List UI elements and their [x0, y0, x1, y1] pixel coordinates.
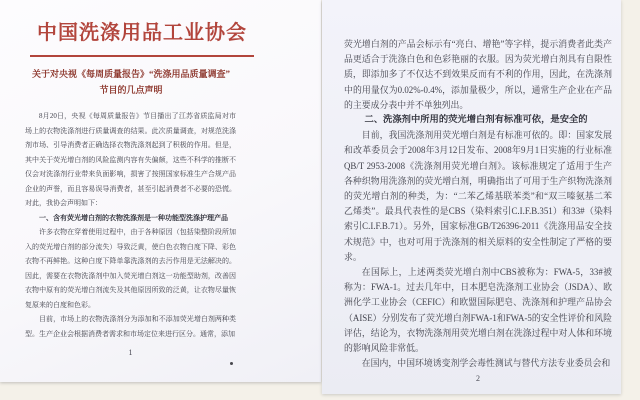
- page1-body: [25, 109, 236, 341]
- page2-paragraph-continuation: 荧光增白剂的产品会标示有“亮白、增艳”等字样，提示消费者此类产品更适合于洗涤白色和色彩艳丽的衣服。因为荧光增白剂具有自限性质，即添加多了不仅达不到效果反而有不利的作用，因此，在洗涤剂中的用量仅为0.02%-0.4%，添加量极少，所以，通常生产企业在产品的主要成分表中并不单独列出。: [344, 39, 612, 110]
- letterhead-divider-line: [30, 55, 254, 57]
- association-letterhead: 中国洗涤用品工业协会: [37, 22, 247, 44]
- page2-paragraph-4: 在国内，中国环境诱变剂学会毒性测试与替代方法专业委员会和: [361, 358, 611, 369]
- page1-paragraph-intro: 8月20日，央视《每周质量报告》节目播出了江苏省质监局对市场上的衣物洗涤剂进行质量调查的结果。此次质量调查，对规范洗涤剂市场、引导消费者正确选择衣物洗涤剂起到了积极的作用。但是，其中关于荧光增白剂的风险监测内容有失偏颇，这些不科学的推断不仅会对洗涤剂行业带来负面影响，损害了按照国家标准生产合规产品企业的声誉，而且容易误导消费者，甚至引起消费者不必要的恐慌。对此，我协会声明如下：: [25, 112, 236, 207]
- document-title: [20, 66, 242, 98]
- page1-page-number: 1: [128, 348, 133, 357]
- document-title-line1: 关于对央视《每周质量报告》“洗涤用品质量调查”: [31, 69, 230, 79]
- page1-paragraph-2: 许多衣物在穿着使用过程中，由于各种原因（包括染整阶段所加入的荧光增白剂的部分流失）导致泛黄，使白色衣物白度下降、彩色衣物不再鲜艳。这种白度下降单靠洗涤剂的去污作用是无法解决的。因此，需要在衣物洗涤剂中加入荧光增白剂这一功能型助剂，改善因衣物中原有的荧光增白剂流失及其他原因所致的泛黄，让衣物尽量恢复原来的白度和色彩。: [25, 228, 236, 309]
- document-page-1: [0, 0, 321, 382]
- document-page-2: [322, 0, 621, 394]
- page2-paragraph-3: 在国际上，上述两类荧光增白剂中CBS被称为：FWA-5，33#被称为：FWA-1。过去几年中，日本肥皂洗涤剂工业协会（JSDA）、欧洲化学工业协会（CEFIC）和欧盟国际肥皂、洗涤剂和护理产品协会（AISE）分别发布了荧光增白剂FWA-1和FWA-5的安全性评价和风险评估，结论为，衣物洗涤剂用荧光增白剂在洗涤过程中对人体和环境的影响风险非常低。: [344, 267, 612, 354]
- page2-paragraph-2: 目前，我国洗涤剂用荧光增白剂是有标准可依的。即：国家发展和改革委员会于2008年3月12日发布、2008年9月1日实施的行业标准QB/T 2953-2008《洗涤剂用荧光增白剂》。该标准规定了适用于生产各种织物用洗涤剂的荧光增白剂，明确指出了可用于生产织物洗涤剂的荧光增白剂的种类，为：“二苯乙烯基联苯类”和“双三嗪氨基二苯乙烯类”。最具代表性的是CBS（染料索引C.I.F.B.351）和33#（染料索引C.I.F.B.71）。另外，国家标准GB/T26396-2011《洗涤用品安全技术规范》中，也对可用于洗涤剂的相关原料的安全性制定了严格的要求。: [344, 130, 612, 262]
- page2-section2-heading: 二、洗涤剂中所用的荧光增白剂有标准可依，是安全的: [364, 115, 588, 126]
- page2-body: [344, 37, 612, 371]
- scan-speck: [230, 362, 233, 365]
- document-title-line2: 节目的几点声明: [99, 85, 163, 95]
- page2-page-number: 2: [476, 374, 480, 383]
- page1-section1-heading: 一、含有荧光增白剂的衣物洗涤剂是一种功能型洗涤护理产品: [39, 213, 228, 222]
- page1-paragraph-3: 目前，市场上的衣物洗涤剂分为添加和不添加荧光增白剂两种类型。生产企业会根据消费者需求和市场定位来进行区分。通常，添加: [25, 315, 236, 338]
